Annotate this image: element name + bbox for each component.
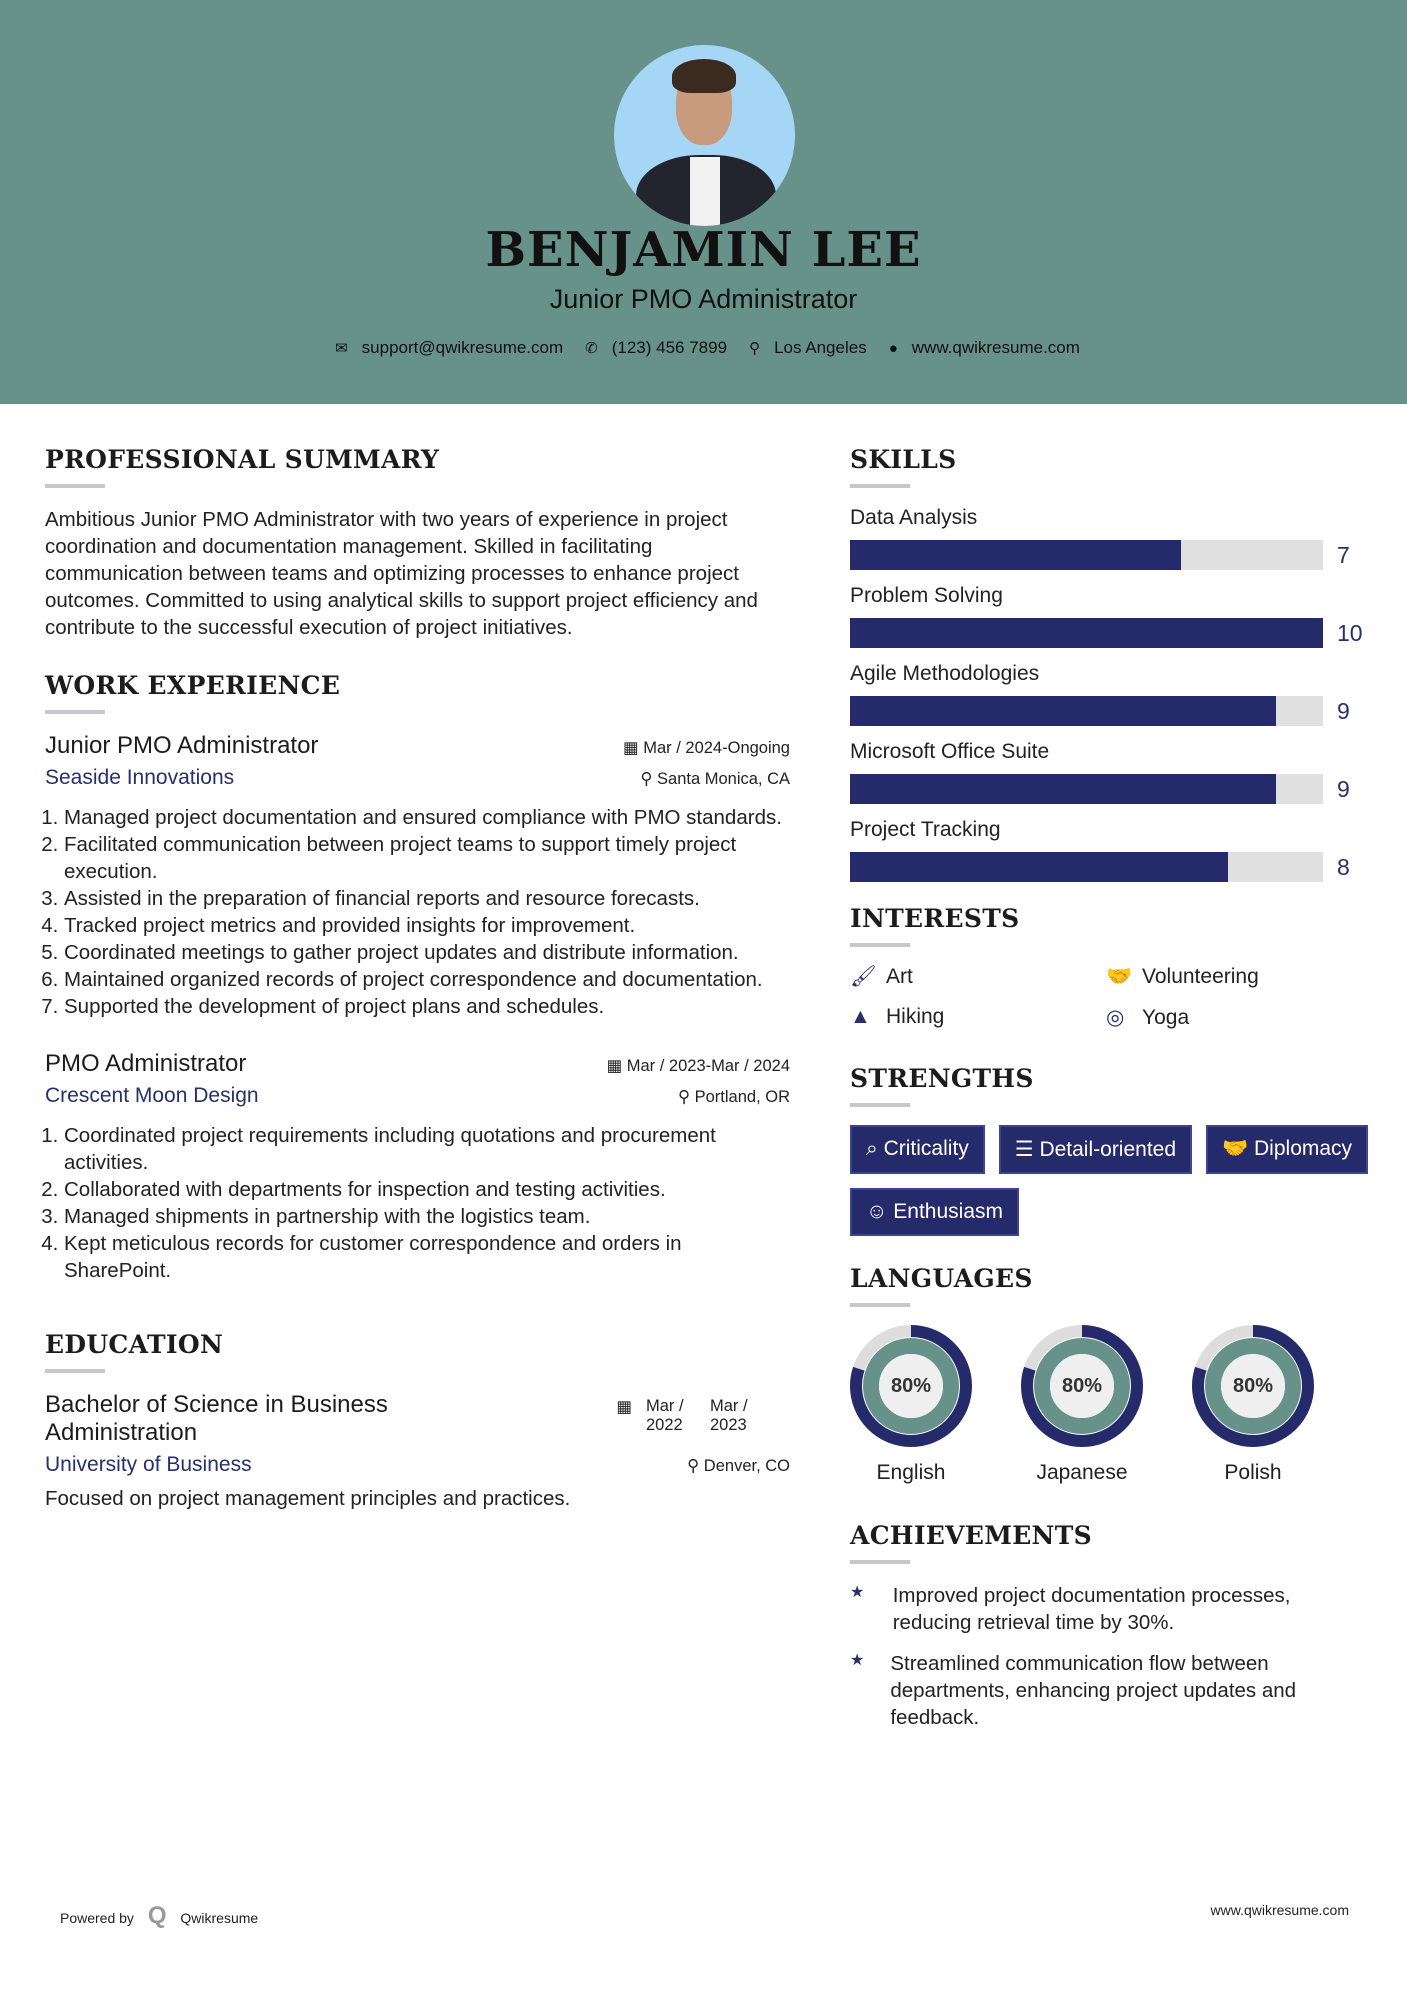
divider [850,1560,910,1564]
job-date: Mar / 2023-Mar / 2024 [626,1057,790,1075]
language-percent: 80% [1061,1375,1103,1397]
edu-start: Mar / 2022 [646,1397,684,1434]
divider [850,943,910,947]
summary-text: Ambitious Junior PMO Administrator with two years of experience in project coordination and documentation management. Skilled in facilitating communication between teams and optimizing processes to enhance project outcomes. Committed to using analytical skills to support project efficiency and contribute to the successful execution of project initiatives. [45,508,758,639]
duty-item: 2. Collaborated with departments for inspection and testing activities. [64,1176,790,1203]
section-title: SKILLS [850,445,957,474]
job-location: Portland, OR [694,1088,790,1106]
skill-bar-fill [850,774,1276,804]
skill-bar-fill [850,540,1181,570]
language-item [1021,1325,1143,1485]
contact-bar [0,338,1407,358]
school: University of Business [45,1453,252,1476]
language-donut [850,1325,972,1447]
duty-item: 3. Assisted in the preparation of financial reports and resource forecasts. [64,885,790,912]
handshake-icon: 🤝 [1222,1137,1255,1160]
list-icon: ☰ [1014,1138,1040,1161]
section-title: STRENGTHS [850,1064,1034,1093]
skill-bar-fill [850,852,1228,882]
qwikresume-logo-icon: Q [147,1902,167,1929]
skill-item [850,662,1370,726]
skill-name: Problem Solving [850,584,1003,607]
pin-icon: ⚲ [687,1457,704,1475]
language-percent: 80% [890,1375,932,1397]
candidate-role: Junior PMO Administrator [549,284,858,314]
skill-name: Agile Methodologies [850,662,1040,685]
section-title: LANGUAGES [850,1264,1033,1293]
language-item [850,1325,972,1485]
job-date: Mar / 2024-Ongoing [643,739,790,757]
strength-tag: ☺ Enthusiasm [850,1188,1019,1236]
star-icon: ★ [850,1584,865,1601]
right-column [850,445,1370,1745]
skill-bar [850,540,1323,570]
paintbrush-icon: 🖌 [850,965,877,988]
skill-name: Microsoft Office Suite [850,740,1050,763]
profile-photo [614,45,795,226]
skill-bar [850,852,1323,882]
duty-item: 2. Facilitated communication between project teams to support timely project execution. [64,831,790,885]
email-icon: ✉ [335,340,348,357]
achievement-item: ★ Streamlined communication flow between departments, enhancing project updates and feedback. [850,1652,1297,1729]
smile-icon: ☺ [866,1200,894,1223]
degree: Bachelor of Science in Business Administration [45,1391,388,1446]
interest-item: ◎ Yoga [1106,1006,1190,1029]
globe-icon: ● [888,339,898,357]
header [0,0,1407,404]
duty-item: 4. Kept meticulous records for customer correspondence and orders in SharePoint. [64,1230,790,1284]
left-column [45,445,790,1512]
phone-icon: ✆ [585,340,598,357]
language-donut [1192,1325,1314,1447]
skill-value: 10 [1337,619,1363,646]
skill-bar-fill [850,696,1276,726]
skill-bar [850,618,1323,648]
pin-icon: ⚲ [640,770,658,788]
edu-end: Mar / 2023 [710,1397,748,1434]
section-title: INTERESTS [850,904,1020,933]
divider [850,1303,910,1307]
divider [850,1103,910,1107]
achievement-item: ★ Improved project documentation processes, reducing retrieval time by 30%. [850,1584,1291,1634]
divider [850,484,910,488]
section-title: WORK EXPERIENCE [45,671,341,700]
education-text: Focused on project management principles and practices. [45,1487,571,1510]
skill-item [850,506,1370,570]
section-title: ACHIEVEMENTS [850,1521,1092,1550]
language-donut [1021,1325,1143,1447]
lifebuoy-icon: ◎ [1106,1006,1125,1029]
location-pin-icon: ⚲ [749,340,761,357]
interest-item: 🖌 Art [850,965,913,988]
phone: (123) 456 7899 [611,338,728,357]
divider [45,710,105,714]
tree-icon: ▲ [850,1005,871,1028]
footer-powered: Powered by Q Qwikresume [60,1902,259,1929]
language-name: Japanese [1036,1461,1128,1484]
skill-name: Project Tracking [850,818,1001,841]
language-name: English [876,1461,946,1484]
brand-link[interactable]: Qwikresume [180,1910,259,1926]
footer-site[interactable]: www.qwikresume.com [1210,1902,1349,1918]
company: Seaside Innovations [45,766,235,789]
section-title: EDUCATION [45,1330,224,1359]
skill-value: 9 [1337,775,1350,802]
duty-item: 3. Managed shipments in partnership with the logistics team. [64,1203,790,1230]
language-item [1192,1325,1314,1485]
website[interactable]: www.qwikresume.com [911,338,1080,357]
duty-item: 6. Maintained organized records of project correspondence and documentation. [64,966,790,993]
handshake-icon: 🤝 [1106,965,1133,988]
job-title: Junior PMO Administrator [45,732,319,759]
duty-item: 5. Coordinated meetings to gather project updates and distribute information. [64,939,790,966]
duty-item: 4. Tracked project metrics and provided insights for improvement. [64,912,790,939]
candidate-name: BENJAMIN LEE [485,222,922,278]
strength-tag: ☰ Detail-oriented [999,1125,1192,1174]
skill-item [850,740,1370,804]
skill-value: 7 [1337,541,1350,568]
strength-tag: 🤝 Diplomacy [1206,1125,1368,1174]
job-entry [45,732,790,1020]
duty-item: 1. Managed project documentation and ensured compliance with PMO standards. [64,804,790,831]
divider [45,484,105,488]
strength-tag: ⌕ Criticality [850,1125,985,1174]
search-icon: ⌕ [866,1137,884,1160]
edu-location: Denver, CO [703,1457,790,1475]
interest-item: ▲ Hiking [850,1005,945,1028]
job-location: Santa Monica, CA [657,770,790,788]
calendar-icon: ▦ [616,1398,632,1416]
location: Los Angeles [774,338,867,357]
pin-icon: ⚲ [677,1088,695,1106]
company: Crescent Moon Design [45,1084,259,1107]
star-icon: ★ [850,1652,865,1669]
skill-bar-fill [850,618,1323,648]
language-name: Polish [1224,1461,1282,1484]
skill-bar [850,696,1323,726]
calendar-icon: ▦ [606,1057,627,1075]
education-row [45,1391,790,1447]
skill-value: 9 [1337,697,1350,724]
job-title: PMO Administrator [45,1050,247,1077]
duty-item: 7. Supported the development of project plans and schedules. [64,993,790,1020]
job-entry [45,1050,790,1284]
skill-item [850,818,1370,882]
skill-bar [850,774,1323,804]
duty-item: 1. Coordinated project requirements including quotations and procurement activities. [64,1122,790,1176]
skill-item [850,584,1370,648]
language-percent: 80% [1232,1375,1274,1397]
interest-item: 🤝 Volunteering [1106,965,1259,988]
section-title: PROFESSIONAL SUMMARY [45,445,440,474]
calendar-icon: ▦ [623,739,644,757]
email[interactable]: support@qwikresume.com [361,338,564,357]
divider [45,1369,105,1373]
skill-name: Data Analysis [850,506,978,529]
skill-value: 8 [1337,853,1350,880]
